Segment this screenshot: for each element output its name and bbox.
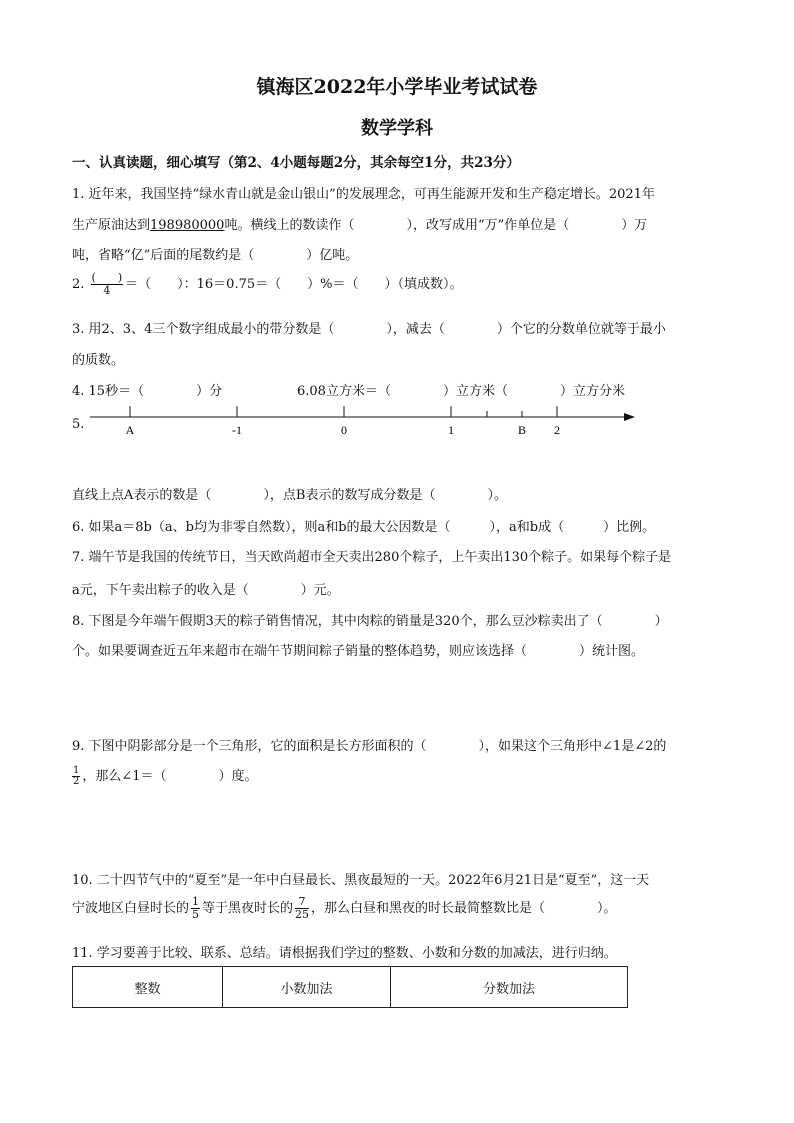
q10-fraction-1-numerator: 1 (192, 895, 200, 908)
summary-table (72, 966, 628, 1008)
q1-underlined-number: 198980000 (150, 218, 225, 233)
section-heading: 一、认真读题，细心填写（第2、4小题每题2分，其余每空1分，共23分） (72, 155, 520, 171)
q9-line2 (72, 765, 258, 787)
tick-label-a: A (125, 423, 135, 437)
number-line-arrow (624, 413, 635, 421)
q10-line2-text-c: ，那么白昼和黑夜的时长最简整数比是（ ）。 (311, 901, 617, 916)
q7-line1: 7. 端午节是我国的传统节日，当天欧尚超市全天卖出280个粽子，上午卖出130个粽子。如果每个粽子是 (72, 550, 672, 565)
q2-fraction (91, 272, 124, 297)
q3-line2: 的质数。 (72, 353, 125, 368)
q10-line2-text-b: 等于黑夜时长的 (202, 901, 294, 916)
table-header-integer: 整数 (73, 967, 223, 1008)
tick-label-b: B (517, 423, 527, 437)
q5-question: 直线上点A表示的数是（ ），点B表示的数写成分数是（ ）。 (72, 488, 507, 503)
q10-fraction-1 (191, 896, 200, 921)
q10-fraction-2-numerator: 7 (295, 896, 309, 909)
q1-line2-text-b: 吨。横线上的数读作（ ），改写成用“万”作单位是（ ）万 (224, 218, 648, 233)
q2-line (72, 272, 462, 297)
q9-fraction-denominator: 2 (73, 776, 80, 787)
q11-line: 11. 学习要善于比较、联系、总结。请根据我们学过的整数、小数和分数的加减法，进行归纳。 (72, 946, 617, 961)
q10-fraction-2 (295, 896, 309, 921)
q1-line1: 1. 近年来，我国坚持“绿水青山就是金山银山”的发展理念，可再生能源开发和生产稳定增长。2021年 (72, 187, 655, 202)
number-line (85, 403, 645, 443)
q3-line1: 3. 用2、3、4三个数字组成最小的带分数是（ ），减去（ ）个它的分数单位就等于最小 (72, 322, 666, 337)
q1-line2 (72, 214, 647, 233)
q9-line2-text: ，那么∠1＝（ ）度。 (82, 769, 258, 784)
subject-title: 数学学科 (361, 118, 433, 139)
q2-prefix: 2. (72, 277, 85, 292)
q10-fraction-1-denominator: 5 (192, 908, 200, 921)
tick-label-one: 1 (448, 423, 454, 437)
q10-line1: 10. 二十四节气中的“夏至”是一年中白昼最长、黑夜最短的一天。2022年6月21日是“夏至”，这一天 (72, 873, 650, 888)
table-header-decimal-addition: 小数加法 (223, 967, 391, 1008)
q2-fraction-denominator: 4 (103, 284, 111, 297)
q8-line1: 8. 下图是今年端午假期3天的粽子销售情况，其中肉粽的销量是320个，那么豆沙粽卖出了（ ） (72, 614, 668, 629)
q5-prefix: 5. (72, 417, 85, 432)
table-row (73, 967, 628, 1008)
q2-rest: ＝（ ）：16＝0.75＝（ ）%＝（ ）（填成数）。 (125, 277, 463, 292)
q1-line2-text-a: 生产原油达到 (72, 218, 151, 233)
q9-fraction-numerator: 1 (73, 765, 80, 776)
table-header-fraction-addition: 分数加法 (391, 967, 628, 1008)
q10-fraction-2-denominator: 25 (295, 908, 310, 921)
q9-fraction (72, 766, 80, 787)
q10-line2-text-a: 宁波地区白昼时长的 (72, 901, 190, 916)
q1-line3: 吨，省略“亿”后面的尾数约是（ ）亿吨。 (72, 248, 359, 263)
tick-label-zero: 0 (341, 423, 347, 437)
q4-part2: 6.08立方米＝（ ）立方米（ ）立方分米 (297, 384, 625, 399)
q6-line: 6. 如果a＝8b（a、b均为非零自然数），则a和b的最大公因数是（ ），a和b成（ ）比例。 (72, 520, 656, 535)
exam-title: 镇海区2022年小学毕业考试试卷 (256, 76, 538, 98)
q7-line2: a元，下午卖出粽子的收入是（ ）元。 (72, 583, 340, 598)
tick-label-minus-one: -1 (232, 423, 242, 437)
q4-part1: 4. 15秒＝（ ）分 (72, 384, 223, 399)
q9-line1: 9. 下图中阴影部分是一个三角形，它的面积是长方形面积的（ ），如果这个三角形中∠1是∠2的 (72, 739, 667, 754)
q2-fraction-numerator: ( ) (91, 271, 123, 284)
q8-line2: 个。如果要调查近五年来超市在端午节期间粽子销量的整体趋势，则应该选择（ ）统计图。 (72, 644, 645, 659)
q10-line2 (72, 896, 617, 921)
tick-label-two: 2 (554, 423, 560, 437)
